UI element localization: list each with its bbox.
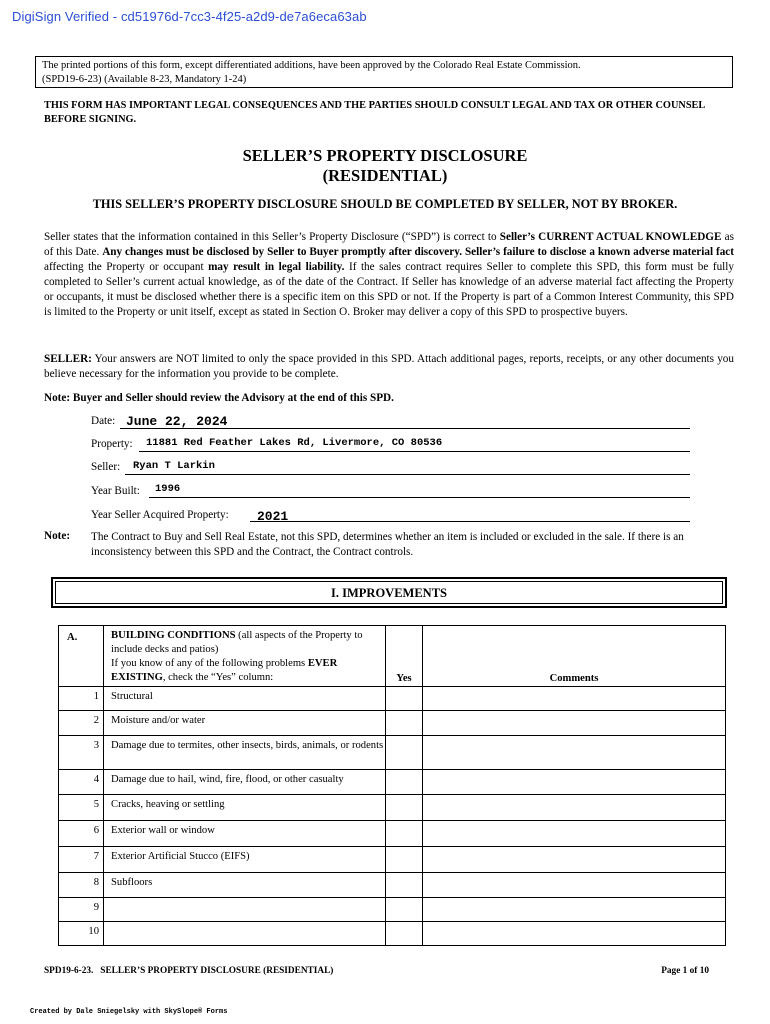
row-description-text: Exterior wall or window — [111, 825, 215, 836]
date-label: Date: — [91, 415, 116, 427]
yes-checkbox-cell[interactable] — [386, 736, 423, 770]
header-bold-2: EVER EXISTING — [111, 658, 338, 683]
contract-note-label: Note: — [44, 530, 71, 542]
year-acquired-value: 2021 — [257, 509, 289, 524]
section-letter-text: A. — [67, 632, 78, 643]
row-description — [104, 711, 386, 736]
yes-column-header — [386, 626, 423, 687]
row-description — [104, 687, 386, 711]
footer-page-number: Page 1 of 10 — [661, 966, 709, 976]
row-description-text: Exterior Artificial Stucco (EIFS) — [111, 851, 250, 862]
row-number-text: 7 — [93, 851, 99, 862]
table-row — [59, 898, 726, 922]
intro-text-3: affecting the Property or occupant — [44, 261, 209, 273]
property-label: Property: — [91, 438, 133, 450]
yes-checkbox-cell[interactable] — [386, 770, 423, 795]
intro-text-4: If the sales contract requires Seller to complete this SPD, this form must be fully completed to Seller’s current actual knowledge, as of the date of the Contract. If Seller has knowledge of an adverse material fact affecting the Property or occupants, it must be disclosed whether there is a specific item on this SPD or not. If the Property is part of a Common Interest Community, this SPD is limited to the Property or unit itself, except as stated in Section O. Broker may deliver a copy of this SPD to prospective buyers. — [44, 261, 734, 318]
table-row — [59, 922, 726, 946]
notice-line-1: The printed portions of this form, except differentiated additions, have been approved by the Colorado Real Estate Commission. — [42, 60, 581, 71]
row-number-text: 9 — [93, 902, 99, 913]
contract-note-text: The Contract to Buy and Sell Real Estate, not this SPD, determines whether an item is included or excluded in the sale. If there is an inconsistency between this SPD and the Contract, the Contract controls. — [91, 531, 684, 558]
comments-column-header — [423, 626, 726, 687]
property-value: 11881 Red Feather Lakes Rd, Livermore, CO 80536 — [146, 437, 443, 449]
table-row — [59, 795, 726, 821]
year-acquired-line — [250, 520, 690, 522]
row-description — [104, 770, 386, 795]
property-line — [139, 450, 690, 452]
row-description[interactable] — [104, 922, 386, 946]
row-description-text: Damage due to hail, wind, fire, flood, or other casualty — [111, 774, 344, 785]
comments-label: Comments — [549, 673, 599, 684]
notice-line-2: (SPD19-6-23) (Available 8-23, Mandatory 1-24) — [42, 74, 247, 85]
comments-cell[interactable] — [423, 770, 726, 795]
yes-checkbox-cell[interactable] — [386, 922, 423, 946]
table-row — [59, 736, 726, 770]
intro-paragraph — [44, 230, 734, 320]
seller-label: Seller: — [91, 461, 121, 473]
table-row — [59, 770, 726, 795]
yes-label: Yes — [396, 673, 412, 684]
row-description-text: Structural — [111, 691, 153, 702]
table-header-row — [59, 626, 726, 687]
header-text-2: If you know of any of the following problems — [111, 658, 308, 669]
row-number — [59, 795, 104, 821]
row-number — [59, 847, 104, 873]
table-row — [59, 711, 726, 736]
header-bold: BUILDING CONDITIONS — [111, 630, 236, 641]
intro-text-2: as of this Date. — [44, 231, 734, 258]
yes-checkbox-cell[interactable] — [386, 821, 423, 847]
row-number — [59, 898, 104, 922]
form-title: SELLER’S PROPERTY DISCLOSURE — [242, 146, 528, 165]
comments-cell[interactable] — [423, 795, 726, 821]
row-number-text: 1 — [93, 691, 99, 702]
section-letter — [59, 626, 104, 687]
intro-text-1: Seller states that the information contained in this Seller’s Property Disclosure (“SPD”) is correct to — [44, 231, 500, 243]
seller-line — [125, 473, 690, 475]
comments-cell[interactable] — [423, 711, 726, 736]
row-description — [104, 873, 386, 898]
comments-cell[interactable] — [423, 736, 726, 770]
year-built-label: Year Built: — [91, 485, 140, 497]
form-subtitle: THIS SELLER’S PROPERTY DISCLOSURE SHOULD BE COMPLETED BY SELLER, NOT BY BROKER. — [92, 197, 678, 211]
year-acquired-label: Year Seller Acquired Property: — [91, 509, 229, 521]
seller-instruction-label: SELLER: — [44, 353, 92, 365]
yes-checkbox-cell[interactable] — [386, 711, 423, 736]
section-improvements-header — [51, 577, 727, 608]
table-row — [59, 821, 726, 847]
footer-form-id: SPD19-6-23. SELLER’S PROPERTY DISCLOSURE (RESIDENTIAL) — [44, 966, 334, 976]
row-number — [59, 922, 104, 946]
row-description[interactable] — [104, 898, 386, 922]
digisign-verification-banner: DigiSign Verified - cd51976d-7cc3-4f25-a2d9-de7a6eca63ab — [12, 9, 367, 24]
yes-checkbox-cell[interactable] — [386, 687, 423, 711]
comments-cell[interactable] — [423, 687, 726, 711]
year-built-line — [149, 496, 690, 498]
row-number — [59, 711, 104, 736]
row-number-text: 6 — [93, 825, 99, 836]
advisory-note: Note: Buyer and Seller should review the Advisory at the end of this SPD. — [44, 392, 394, 404]
row-description-text: Damage due to termites, other insects, birds, animals, or rodents — [111, 740, 384, 751]
row-number — [59, 736, 104, 770]
yes-checkbox-cell[interactable] — [386, 795, 423, 821]
row-description — [104, 795, 386, 821]
row-description-text — [111, 922, 385, 925]
date-value: June 22, 2024 — [126, 414, 228, 429]
row-number-text: 2 — [93, 715, 99, 726]
yes-checkbox-cell[interactable] — [386, 873, 423, 898]
seller-value: Ryan T Larkin — [133, 460, 215, 472]
seller-instruction — [44, 352, 734, 382]
row-number-text: 10 — [88, 926, 99, 937]
year-built-value: 1996 — [155, 483, 181, 495]
row-number-text: 3 — [93, 740, 99, 751]
row-number — [59, 687, 104, 711]
seller-instruction-text: Your answers are NOT limited to only the space provided in this SPD. Attach additional pages, reports, receipts, or any other documents you believe necessary for the information you provide to be complete. — [44, 353, 734, 380]
row-number-text: 5 — [93, 799, 99, 810]
yes-checkbox-cell[interactable] — [386, 847, 423, 873]
comments-cell[interactable] — [423, 873, 726, 898]
legal-warning: THIS FORM HAS IMPORTANT LEGAL CONSEQUENCES AND THE PARTIES SHOULD CONSULT LEGAL AND TAX OR OTHER COUNSEL BEFORE SIGNING. — [44, 100, 705, 125]
row-number — [59, 873, 104, 898]
intro-bold-2: Any changes must be disclosed by Seller to Buyer promptly after discovery. Seller’s failure to disclose a known adverse material fact — [102, 246, 735, 258]
comments-cell[interactable] — [423, 847, 726, 873]
comments-cell[interactable] — [423, 898, 726, 922]
table-row — [59, 873, 726, 898]
row-number-text: 4 — [93, 774, 99, 785]
comments-cell[interactable] — [423, 821, 726, 847]
yes-checkbox-cell[interactable] — [386, 898, 423, 922]
row-number — [59, 770, 104, 795]
building-conditions-header — [104, 626, 386, 687]
comments-cell[interactable] — [423, 922, 726, 946]
row-description-text — [111, 898, 385, 901]
header-text-1: (all aspects of the Property to include decks and patios) — [111, 630, 363, 655]
commission-approval-notice — [35, 56, 733, 88]
row-description — [104, 847, 386, 873]
row-description — [104, 736, 386, 770]
table-row — [59, 847, 726, 873]
row-description-text: Moisture and/or water — [111, 715, 206, 726]
table-row — [59, 687, 726, 711]
created-by-credit: Created by Dale Sniegelsky with SkySlope® Forms — [30, 1008, 228, 1016]
row-description-text: Subfloors — [111, 877, 153, 888]
intro-bold-3: may result in legal liability. — [208, 261, 345, 273]
building-conditions-table — [58, 625, 726, 946]
row-description — [104, 821, 386, 847]
row-description-text: Cracks, heaving or settling — [111, 799, 225, 810]
header-text-3: , check the “Yes” column: — [162, 672, 274, 683]
section-title: I. IMPROVEMENTS — [331, 586, 447, 600]
intro-bold-1: Seller’s CURRENT ACTUAL KNOWLEDGE — [499, 231, 722, 243]
form-title-residential: (RESIDENTIAL) — [322, 166, 448, 185]
row-number — [59, 821, 104, 847]
row-number-text: 8 — [93, 877, 99, 888]
